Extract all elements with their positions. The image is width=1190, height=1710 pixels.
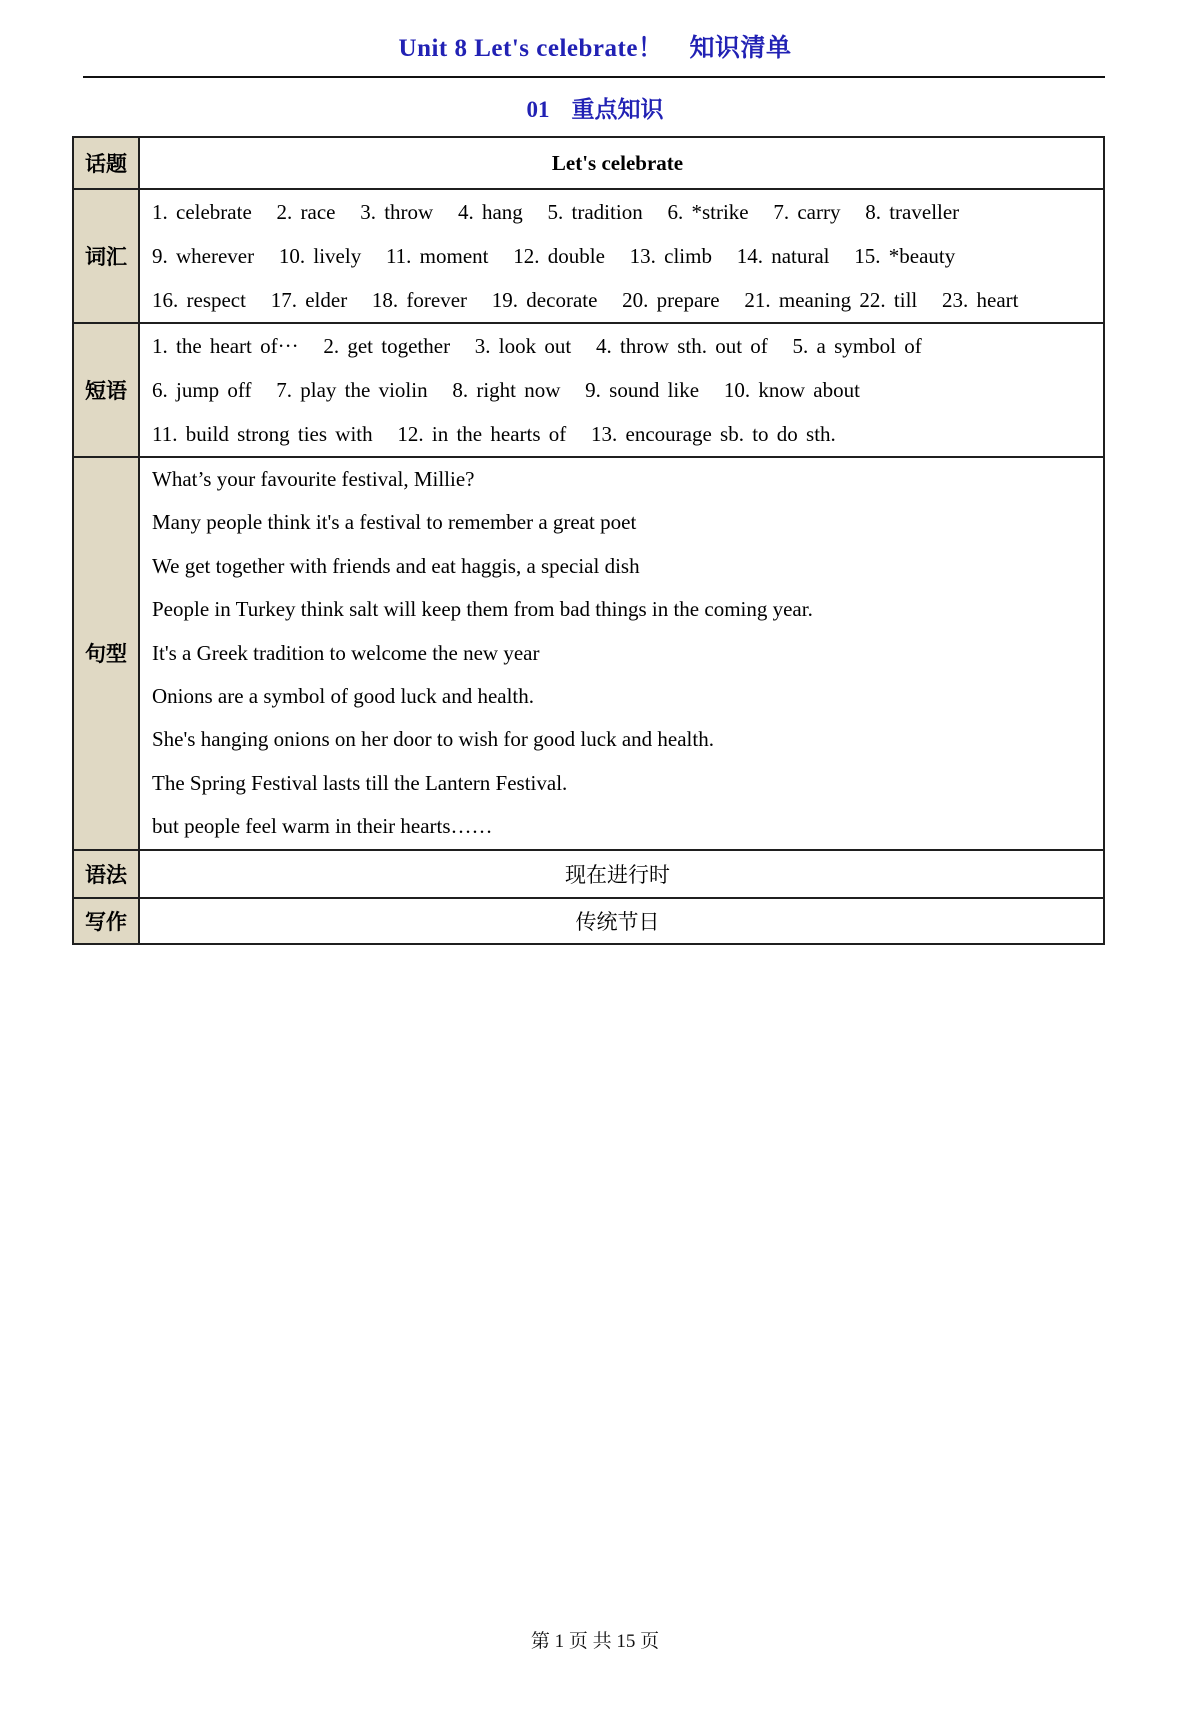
page-title-chinese: 知识清单 <box>689 34 792 62</box>
sentences-cell <box>139 457 1104 850</box>
table-row-writing <box>73 898 1104 944</box>
writing-value: 传统节日 <box>139 898 1104 944</box>
vocabulary-cell <box>139 189 1104 323</box>
vocabulary-line: 9. wherever 10. lively 11. moment 12. double 13. climb 14. natural 15. *beauty <box>152 244 956 268</box>
sentence-line: People in Turkey think salt will keep them from bad things in the coming year. <box>152 597 813 622</box>
sentence-line: but people feel warm in their hearts…… <box>152 814 493 839</box>
section-number: 01 <box>526 97 550 122</box>
row-label-phrases: 短语 <box>73 323 139 457</box>
phrase-line: 6. jump off 7. play the violin 8. right now 9. sound like 10. know about <box>152 378 860 402</box>
vocabulary-line: 16. respect 17. elder 18. forever 19. decorate 20. prepare 21. meaning 22. till 23. heart <box>152 288 1019 312</box>
sentence-line: We get together with friends and eat haggis, a special dish <box>152 553 640 578</box>
phrases-cell <box>139 323 1104 457</box>
sentence-line: The Spring Festival lasts till the Lantern Festival. <box>152 770 568 795</box>
sentence-line: What’s your favourite festival, Millie? <box>152 467 475 491</box>
vocabulary-line: 1. celebrate 2. race 3. throw 4. hang 5. tradition 6. *strike 7. carry 8. traveller <box>152 200 960 224</box>
page-title <box>0 28 1190 64</box>
table-row-grammar <box>73 850 1104 898</box>
section-title: 重点知识 <box>571 96 664 122</box>
knowledge-table <box>72 136 1105 945</box>
table-row-vocabulary <box>73 189 1104 323</box>
section-heading <box>0 91 1190 124</box>
page-title-english: Unit 8 Let's celebrate！ <box>398 35 664 62</box>
table-row-sentences <box>73 457 1104 850</box>
sentence-line: She's hanging onions on her door to wish for good luck and health. <box>152 727 714 752</box>
sentence-line: It's a Greek tradition to welcome the new year <box>152 640 540 665</box>
row-label-topic: 话题 <box>73 137 139 189</box>
sentence-line: Onions are a symbol of good luck and health. <box>152 684 534 709</box>
row-label-grammar: 语法 <box>73 850 139 898</box>
title-divider <box>83 76 1105 78</box>
grammar-value: 现在进行时 <box>139 850 1104 898</box>
sentence-line: Many people think it's a festival to remember a great poet <box>152 510 637 535</box>
table-row-phrases <box>73 323 1104 457</box>
row-label-sentences: 句型 <box>73 457 139 850</box>
row-label-writing: 写作 <box>73 898 139 944</box>
table-row-topic <box>73 137 1104 189</box>
topic-value: Let's celebrate <box>139 137 1104 189</box>
phrase-line: 1. the heart of··· 2. get together 3. look out 4. throw sth. out of 5. a symbol of <box>152 334 922 358</box>
row-label-vocabulary: 词汇 <box>73 189 139 323</box>
page-footer: 第 1 页 共 15 页 <box>530 1631 660 1652</box>
phrase-line: 11. build strong ties with 12. in the hearts of 13. encourage sb. to do sth. <box>152 422 836 446</box>
